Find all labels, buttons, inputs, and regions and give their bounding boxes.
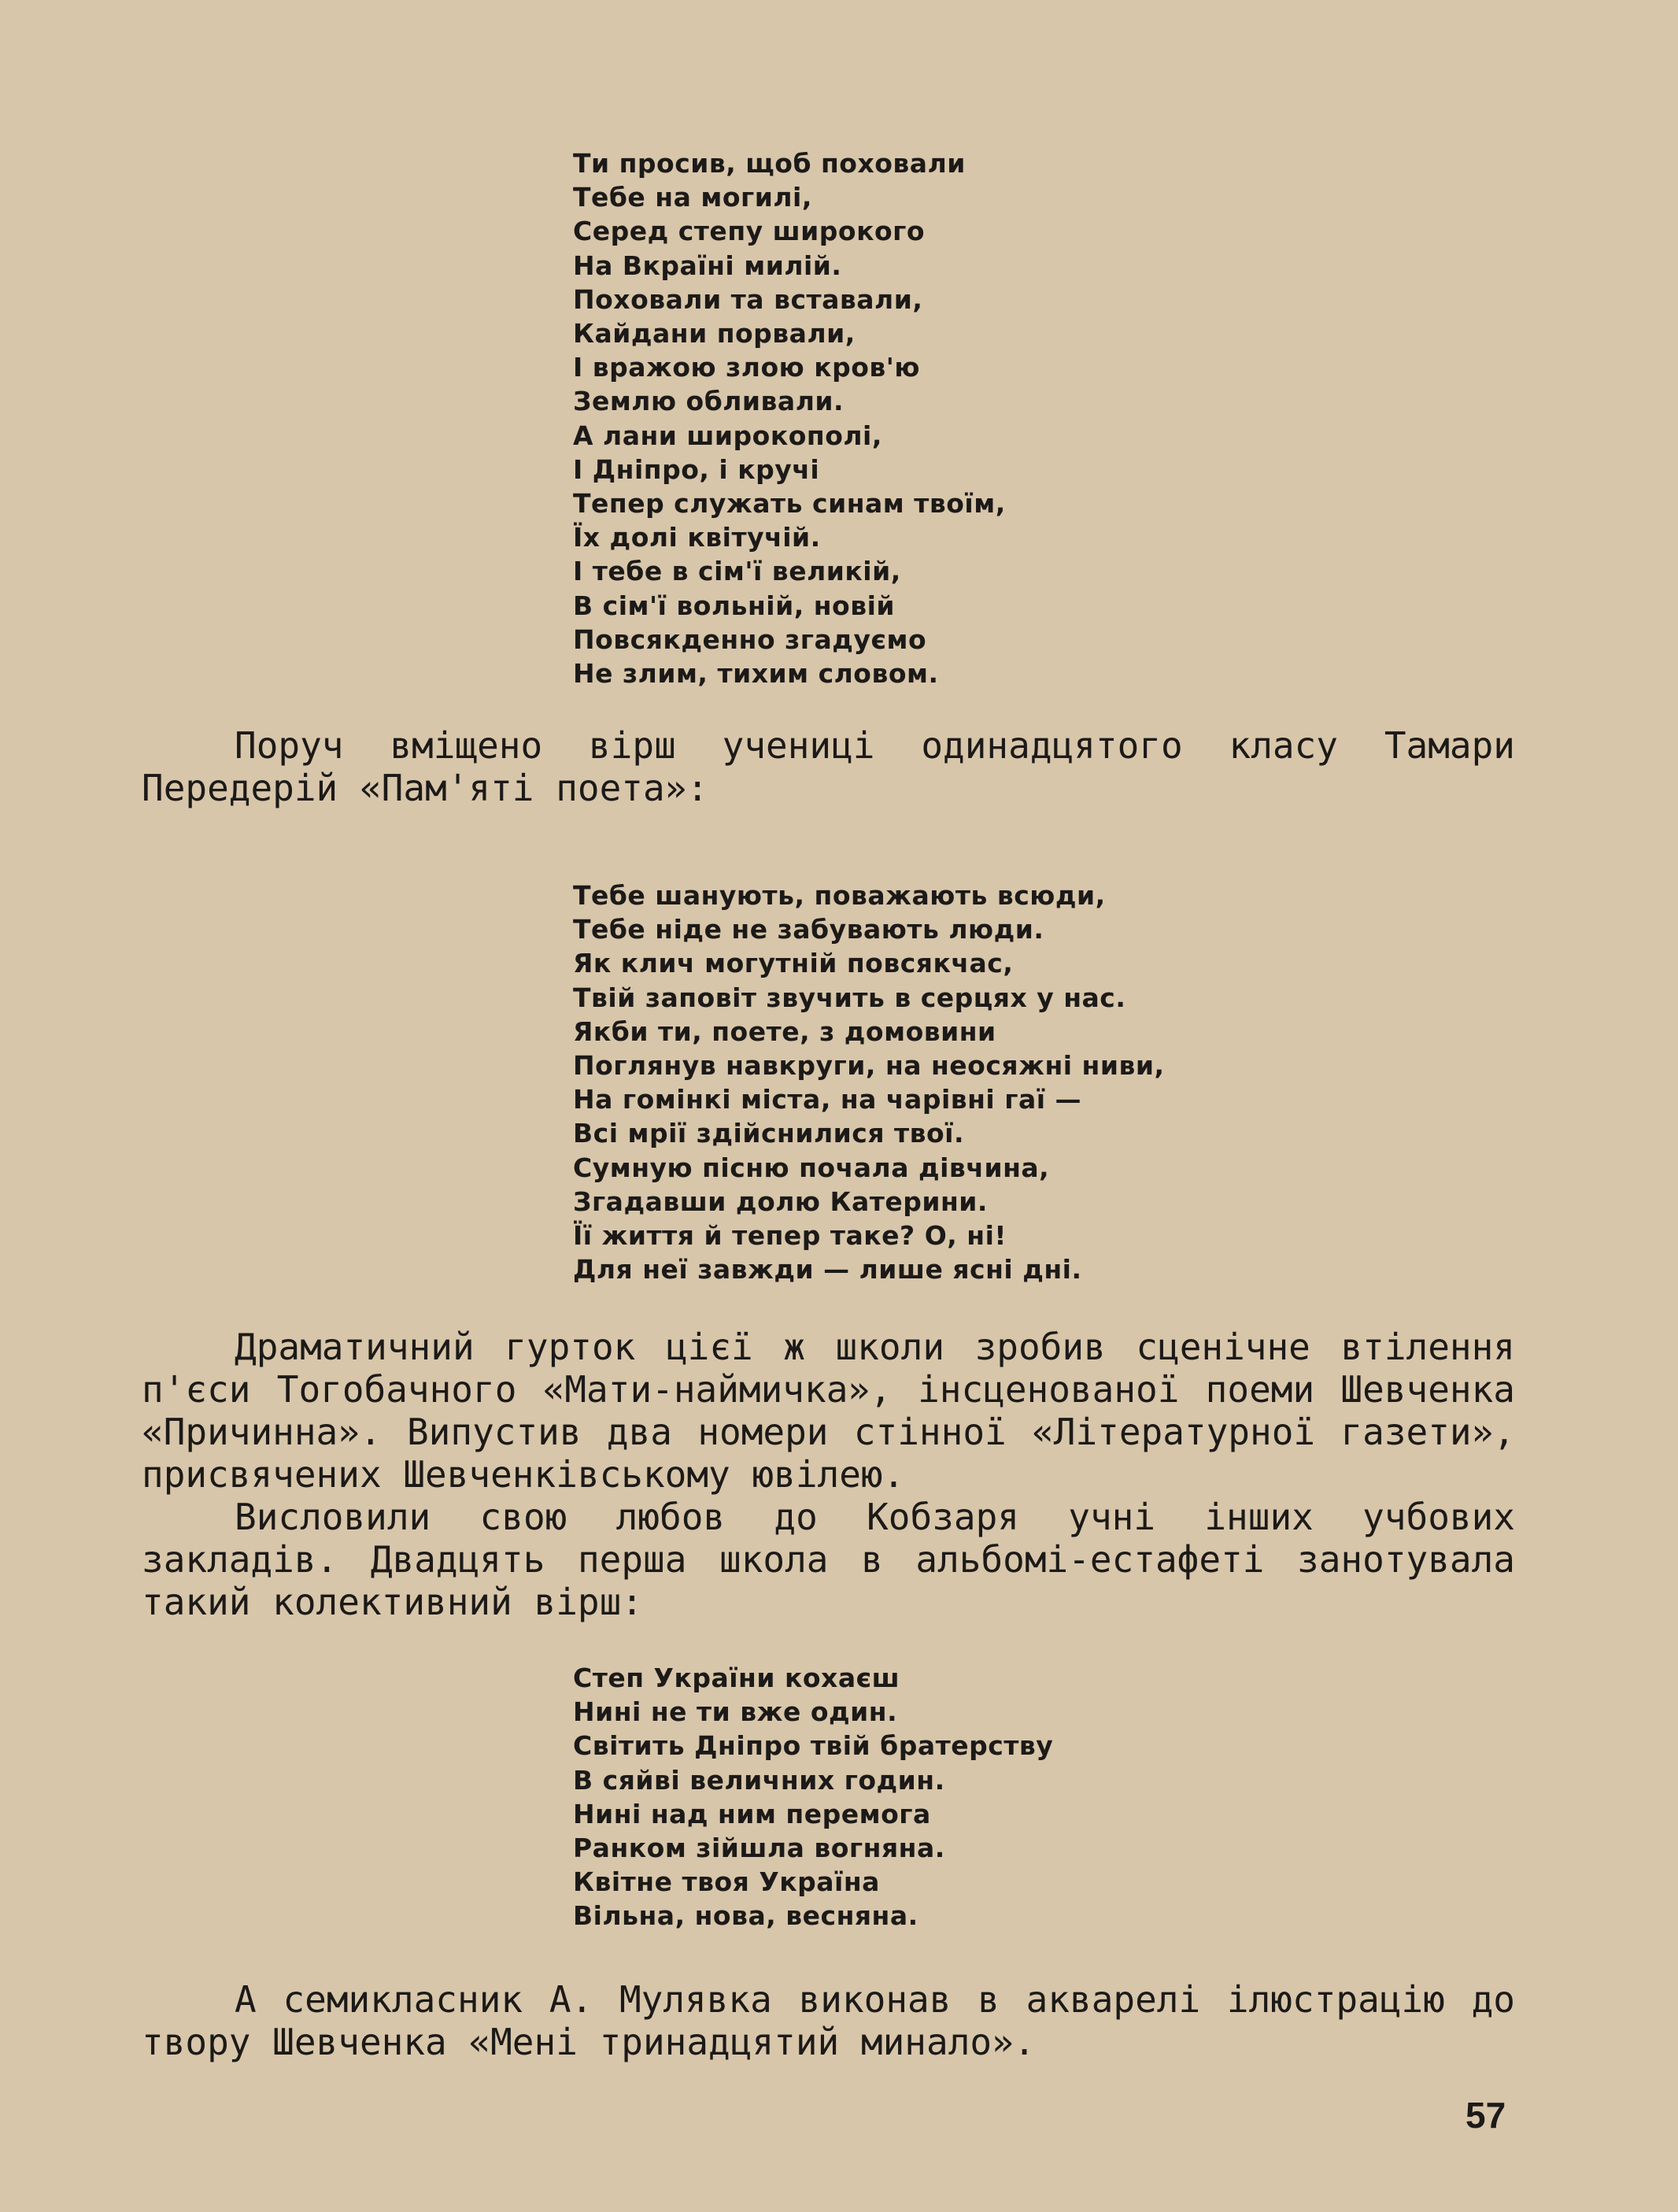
poem-line: Кайдани порвали, [573,318,856,350]
body-paragraph: Поруч вміщено вірш учениці одинадцятого класу Тамари Передерій «Пам'яті поета»: [142,724,1515,809]
poem-1 [573,146,1006,690]
poem-3 [573,1661,1053,1933]
body-paragraph: А семикласник А. Мулявка виконав в акварелі ілюстрацію до твору Шевченка «Мені тринадцятий минало». [142,1978,1515,2063]
poem-line: Повсякденно згадуємо [573,623,927,655]
page-number: 57 [1465,2095,1506,2136]
poem-line: Їх долі квітучій. [573,522,821,553]
poem-line: Землю обливали. [573,386,845,417]
poem-line: Квітне твоя Україна [573,1866,880,1898]
poem-line: Нині не ти вже один. [573,1696,898,1728]
poem-line: Всі мрії здійснилися твої. [573,1118,965,1149]
poem-line: Поглянув навкруги, на неосяжні ниви, [573,1050,1165,1082]
poem-line: Тебе ніде не забувають люди. [573,914,1044,945]
poem-line: Вільна, нова, весняна. [573,1900,918,1932]
poem-line: І вражою злою кров'ю [573,352,920,383]
poem-line: І Дніпро, і кручі [573,453,820,485]
poem-line: Твій заповіт звучить в серцях у нас. [573,982,1126,1013]
poem-line: Як клич могутній повсякчас, [573,948,1014,979]
poem-line: Поховали та вставали, [573,283,923,315]
poem-line: В сім'ї вольній, новій [573,590,896,621]
poem-line: Згадавши долю Катерини. [573,1186,988,1217]
poem-line: На Вкраїні милій. [573,250,842,281]
poem-2 [573,879,1165,1286]
poem-line: Степ України кохаєш [573,1663,900,1693]
poem-line: Світить Дніпро твій братерству [573,1730,1054,1762]
poem-line: Ранком зійшла вогняна. [573,1833,945,1864]
body-paragraph: Висловили свою любов до Кобзаря учні інших учбових закладів. Двадцять перша школа в альбомі-естафеті занотувала такий колективний вірш: [142,1496,1515,1623]
poem-line: Тебе на могилі, [573,182,812,213]
poem-line: На гомінкі міста, на чарівні гаї — [573,1084,1082,1115]
poem-line: А лани широкополі, [573,420,882,451]
paragraph-2 [142,1326,1515,1623]
poem-line: Ти просив, щоб поховали [573,148,966,179]
poem-line: Тебе шанують, поважають всюди, [573,880,1106,911]
poem-line: Серед степу широкого [573,216,926,247]
poem-line: В сяйві величних годин. [573,1764,945,1796]
poem-line: Сумную пісню почала дівчина, [573,1152,1050,1183]
body-paragraph: Драматичний гурток цієї ж школи зробив сценічне втілення п'єси Тогобачного «Мати-наймичка», інсценованої поеми Шевченка «Причинна». Випустив два номери стінної «Літературної газети», присвячених Шевченківському ювілею. [142,1326,1515,1496]
poem-line: Тепер служать синам твоїм, [573,488,1006,520]
poem-line: І тебе в сім'ї великій, [573,556,901,587]
paragraph-1 [142,724,1515,809]
paragraph-3 [142,1978,1515,2063]
poem-line: Якби ти, поете, з домовини [573,1015,996,1047]
poem-line: Не злим, тихим словом. [573,658,939,690]
poem-line: Нині над ним перемога [573,1798,931,1829]
poem-line: Для неї завжди — лише ясні дні. [573,1254,1082,1285]
poem-line: Її життя й тепер таке? О, ні! [573,1220,1007,1252]
